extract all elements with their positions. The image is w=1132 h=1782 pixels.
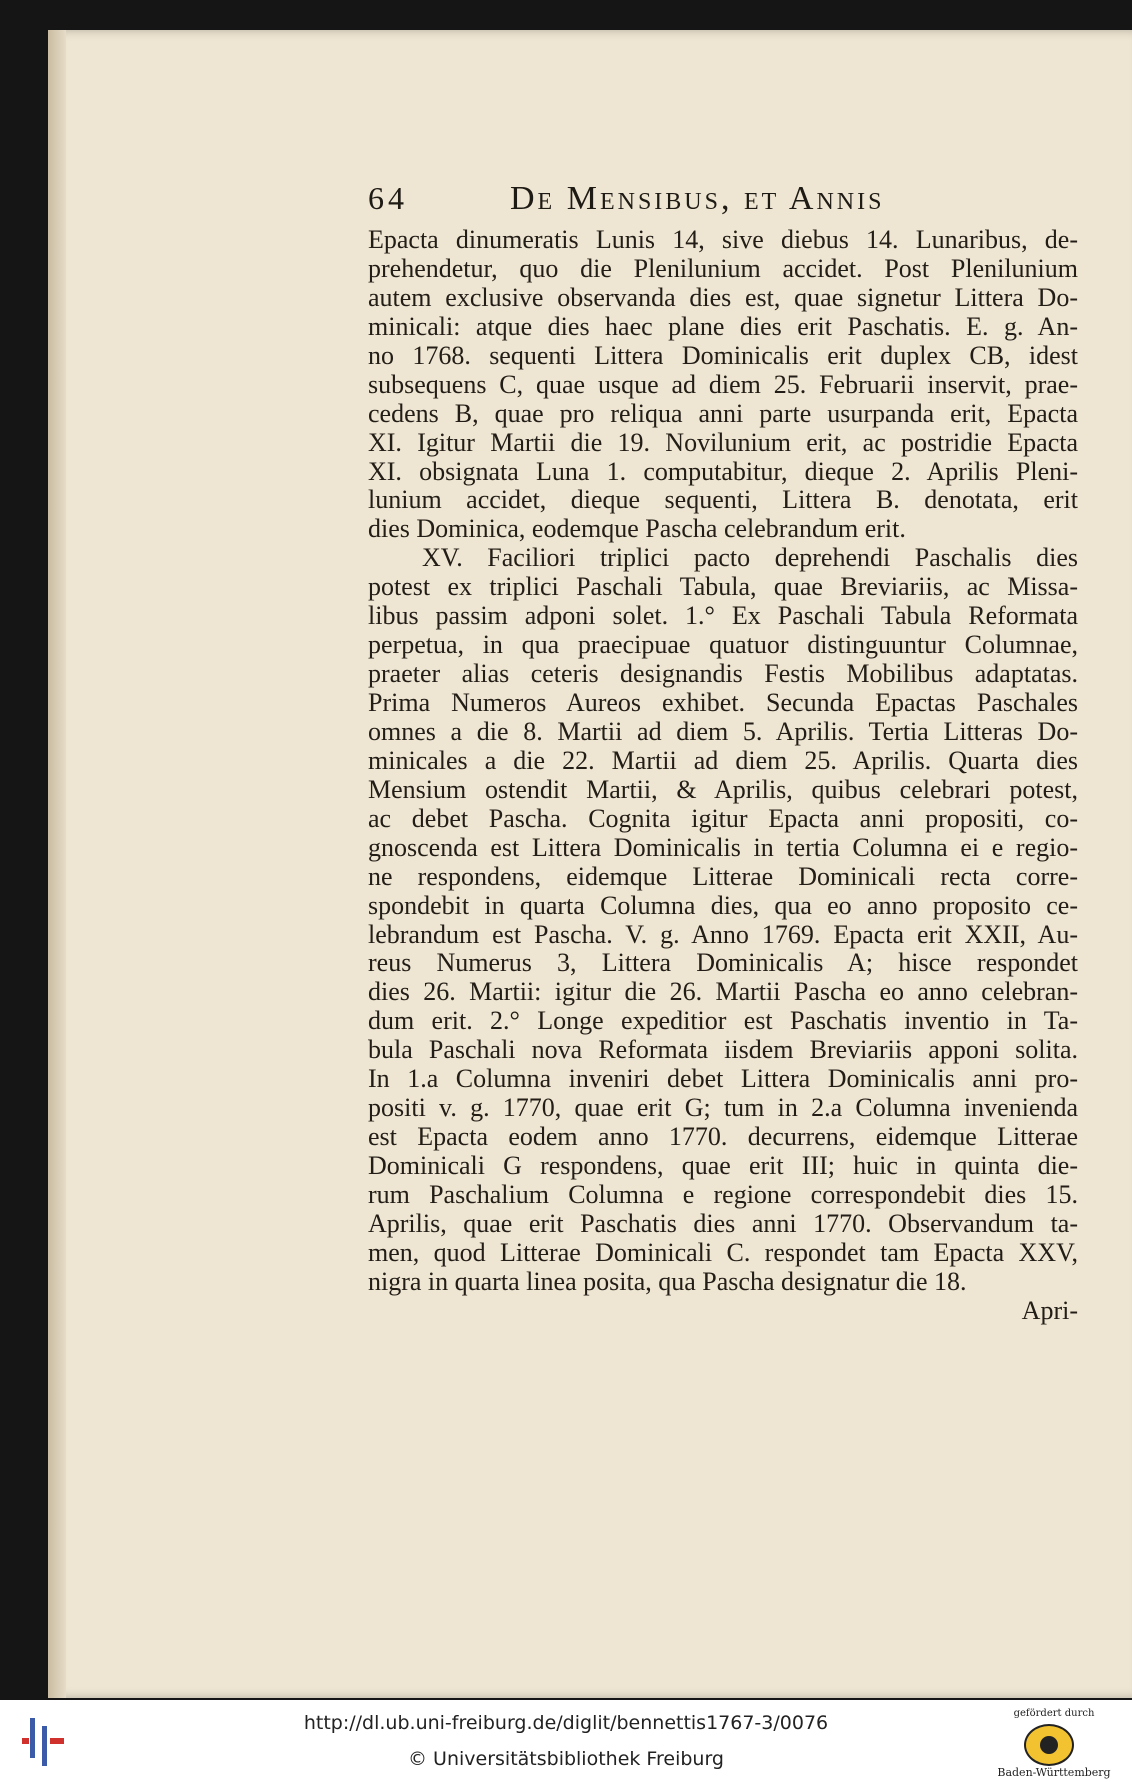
text-line: minicales a die 22. Martii ad diem 25. Aprilis. Quarta dies — [368, 745, 1078, 775]
text-line: subsequens C, quae usque ad diem 25. Februarii inservit, prae- — [368, 369, 1078, 399]
text-line: positi v. g. 1770, quae erit G; tum in 2.a Columna invenienda — [368, 1093, 1078, 1123]
text-line: cedens B, quae pro reliqua anni parte usurpanda erit, Epacta — [368, 398, 1078, 428]
text-line: Mensium ostendit Martii, & Aprilis, quibus celebrari potest, — [368, 774, 1078, 804]
text-line: libus passim adponi solet. 1.° Ex Paschali Tabula Reformata — [368, 601, 1078, 631]
text-line: ne respondens, eidemque Litterae Dominicali recta corre- — [368, 861, 1078, 891]
text-line: ac debet Pascha. Cognita igitur Epacta anni propositi, co- — [368, 803, 1078, 833]
viewer-footer — [0, 1700, 1132, 1782]
text-line: Aprilis, quae erit Paschatis dies anni 1770. Observandum ta- — [368, 1208, 1078, 1238]
sponsor-label: gefördert durch — [1013, 1708, 1095, 1719]
text-line: men, quod Litterae Dominicali C. respondet tam Epacta XXV, — [368, 1237, 1078, 1267]
text-line: dies 26. Martii: igitur die 26. Martii Pascha eo anno celebran- — [368, 977, 1078, 1007]
text-line: est Epacta eodem anno 1770. decurrens, eidemque Litterae — [368, 1122, 1078, 1152]
text-line: dies Dominica, eodemque Pascha celebrandum erit. — [368, 514, 906, 544]
text-line: dum erit. 2.° Longe expeditior est Paschatis inventio in Ta- — [368, 1006, 1078, 1036]
text-line: Epacta dinumeratis Lunis 14, sive diebus 14. Lunaribus, de- — [368, 225, 1078, 254]
text-line: prehendetur, quo die Plenilunium accidet. Post Plenilunium — [368, 253, 1078, 283]
text-line: XV. Faciliori triplici pacto deprehendi Paschalis dies — [422, 543, 1078, 573]
sponsor-name: Baden-Württemberg — [997, 1766, 1111, 1779]
text-line: no 1768. sequenti Littera Dominicalis erit duplex CB, idest — [368, 340, 1078, 370]
text-line: rum Paschalium Columna e regione correspondebit dies 15. — [368, 1179, 1078, 1209]
text-line: lebrandum est Pascha. V. g. Anno 1769. Epacta erit XXII, Au- — [368, 919, 1078, 949]
text-line: Prima Numeros Aureos exhibet. Secunda Epactas Paschales — [368, 688, 1078, 717]
text-line: XI. obsignata Luna 1. computabitur, dieque 2. Aprilis Pleni- — [368, 456, 1078, 486]
page-header — [368, 180, 944, 220]
text-line: autem exclusive observanda dies est, quae signetur Littera Do- — [368, 282, 1078, 312]
text-line: Dominicali G respondens, quae erit III; huic in quinta die- — [368, 1151, 1078, 1180]
running-title: De Mensibus, et Annis — [510, 180, 885, 217]
body-text — [368, 226, 1078, 1326]
text-line: gnoscenda est Littera Dominicalis in tertia Columna ei e regio- — [368, 832, 1078, 862]
text-line: minicali: atque dies haec plane dies erit Paschatis. E. g. An- — [368, 311, 1078, 341]
sponsor-block — [984, 1708, 1124, 1778]
text-line: XI. Igitur Martii die 19. Novilunium erit, ac postridie Epacta — [368, 427, 1078, 457]
text-line: perpetua, in qua praecipuae quatuor distinguuntur Columnae, — [368, 630, 1078, 660]
copyright-notice: © Universitätsbibliothek Freiburg — [408, 1748, 724, 1770]
text-line: lunium accidet, dieque sequenti, Littera B. denotata, erit — [368, 485, 1078, 515]
page-gutter — [48, 30, 66, 1698]
text-line: omnes a die 8. Martii ad diem 5. Aprilis. Tertia Litteras Do- — [368, 716, 1078, 746]
text-line: reus Numerus 3, Littera Dominicalis A; hisce respondet — [368, 948, 1078, 978]
text-line: In 1.a Columna inveniri debet Littera Dominicalis anni pro- — [368, 1064, 1078, 1094]
text-line: praeter alias ceteris designandis Festis Mobilibus adaptatas. — [368, 659, 1078, 689]
page-number: 64 — [368, 180, 408, 216]
text-line: spondebit in quarta Columna dies, qua eo anno proposito ce- — [368, 890, 1078, 920]
text-line: bula Paschali nova Reformata iisdem Breviariis apponi solita. — [368, 1035, 1078, 1065]
coat-of-arms-icon — [1024, 1724, 1074, 1766]
catchword: Apri- — [1021, 1295, 1078, 1325]
text-line: nigra in quarta linea posita, qua Pascha designatur die 18. — [368, 1266, 967, 1296]
text-line: potest ex triplici Paschali Tabula, quae Breviariis, ac Missa- — [368, 572, 1078, 602]
permalink-url[interactable]: http://dl.ub.uni-freiburg.de/diglit/bennettis1767-3/0076 — [303, 1712, 829, 1734]
